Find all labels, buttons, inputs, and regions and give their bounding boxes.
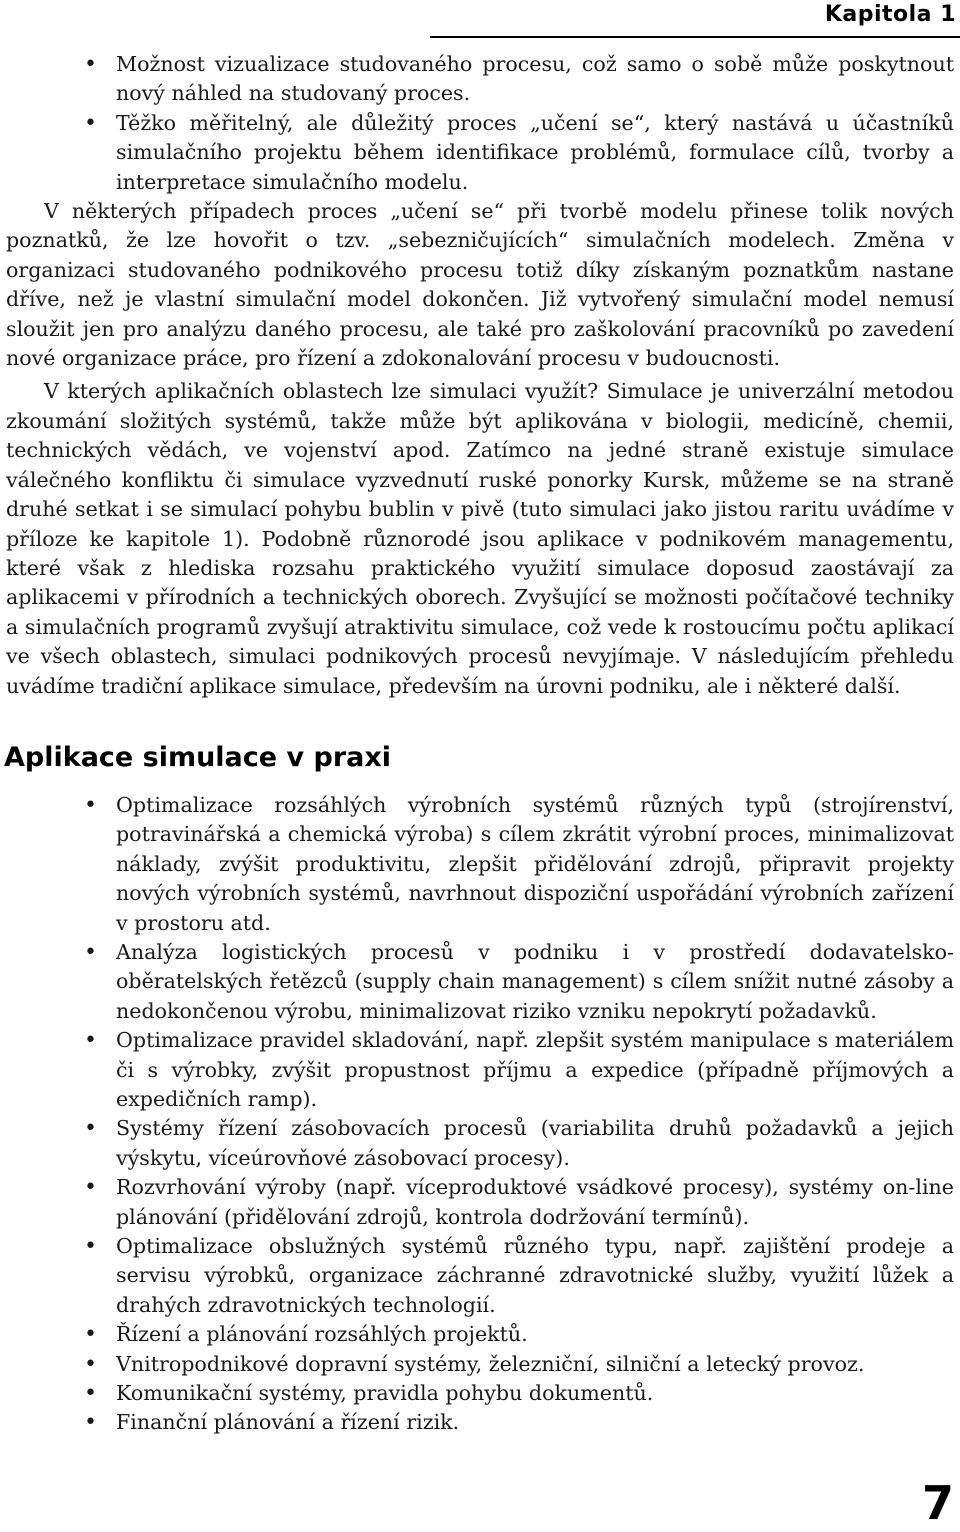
list-item: • Analýza logistických procesů v podniku i v prostředí dodavatelsko-oběratelských řetězců (supply chain management) s cílem snížit nutné zásoby a nedokončenou výrobu, minimalizovat riziko vzniku nepokrytí požadavků. bbox=[6, 938, 954, 1026]
list-item: • Vnitropodnikové dopravní systémy, železniční, silniční a letecký provoz. bbox=[6, 1350, 954, 1379]
list-item: • Optimalizace rozsáhlých výrobních systémů různých typů (strojírenství, potravinářská a chemická výroba) s cílem zkrátit výrobní proces, minimalizovat náklady, zvýšit produktivitu, zlepšit přidělování zdrojů, připravit projekty nových výrobních systémů, navrhnout dispoziční uspořádání výrobních zařízení v prostoru atd. bbox=[6, 791, 954, 938]
list-item: • Optimalizace pravidel skladování, např. zlepšit systém manipulace s materiálem či s výrobky, zvýšit propustnost příjmu a expedice (případně příjmových a expedičních ramp). bbox=[6, 1026, 954, 1114]
list-item: • Komunikační systémy, pravidla pohybu dokumentů. bbox=[6, 1379, 954, 1408]
chapter-label: Kapitola 1 bbox=[824, 2, 956, 27]
page-content bbox=[6, 50, 954, 1438]
list-item: • Řízení a plánování rozsáhlých projektů. bbox=[6, 1320, 954, 1349]
section-heading: Aplikace simulace v praxi bbox=[4, 741, 392, 773]
list-item: • Možnost vizualizace studovaného procesu, což samo o sobě může poskytnout nový náhled na studovaný proces. bbox=[6, 50, 954, 109]
body-paragraph: V kterých aplikačních oblastech lze simulaci využít? Simulace je univerzální metodou zkoumání složitých systémů, takže může být aplikována v biologii, medicíně, chemii, technických vědách, ve vojenství apod. Zatímco na jedné straně existuje simulace válečného konfliktu či simulace vyzvednutí ruské ponorky Kursk, můžeme se na straně druhé setkat i se simulací pohybu bublin v pivě (tuto simulaci jako jistou raritu uvádíme v příloze ke kapitole 1). Podobně různorodé jsou aplikace v podnikovém managementu, které však z hlediska rozsahu praktického využití simulace doposud zaostávají za aplikacemi v přírodních a technických oborech. Zvyšující se možnosti počítačové techniky a simulačních programů zvyšují atraktivitu simulace, což vede k rostoucímu počtu aplikací ve všech oblastech, simulaci podnikových procesů nevyjímaje. V následujícím přehledu uvádíme tradiční aplikace simulace, především na úrovni podniku, ale i některé další. bbox=[6, 379, 954, 698]
list-item: • Rozvrhování výroby (např. víceproduktové vsádkové procesy), systémy on-line plánování (přidělování zdrojů, kontrola dodržování termínů). bbox=[6, 1173, 954, 1232]
list-item: • Systémy řízení zásobovacích procesů (variabilita druhů požadavků a jejich výskytu, víceúrovňové zásobovací procesy). bbox=[6, 1114, 954, 1173]
header-rule bbox=[430, 36, 960, 38]
page-number: 7 bbox=[921, 1476, 954, 1530]
list-item: • Těžko měřitelný, ale důležitý proces „učení se“, který nastává u účastníků simulačního projektu během identifikace problémů, formulace cílů, tvorby a interpretace simulačního modelu. bbox=[6, 109, 954, 197]
list-item: • Finanční plánování a řízení rizik. bbox=[6, 1408, 954, 1437]
body-paragraph: V některých případech proces „učení se“ při tvorbě modelu přinese tolik nových poznatků, že lze hovořit o tzv. „sebezničujících“ simulačních modelech. Změna v organizaci studovaného podnikového procesu totiž díky získaným poznatkům nastane dříve, než je vlastní simulační model dokončen. Již vytvořený simulační model nemusí sloužit jen pro analýzu daného procesu, ale také pro zaškolování pracovníků po zavedení nové organizace práce, pro řízení a zdokonalování procesu v budoucnosti. bbox=[6, 199, 954, 371]
list-item: • Optimalizace obslužných systémů různého typu, např. zajištění prodeje a servisu výrobků, organizace záchranné zdravotnické služby, využití lůžek a drahých zdravotnických technologií. bbox=[6, 1232, 954, 1320]
intro-bullet-list bbox=[6, 50, 954, 197]
applications-bullet-list bbox=[6, 791, 954, 1438]
